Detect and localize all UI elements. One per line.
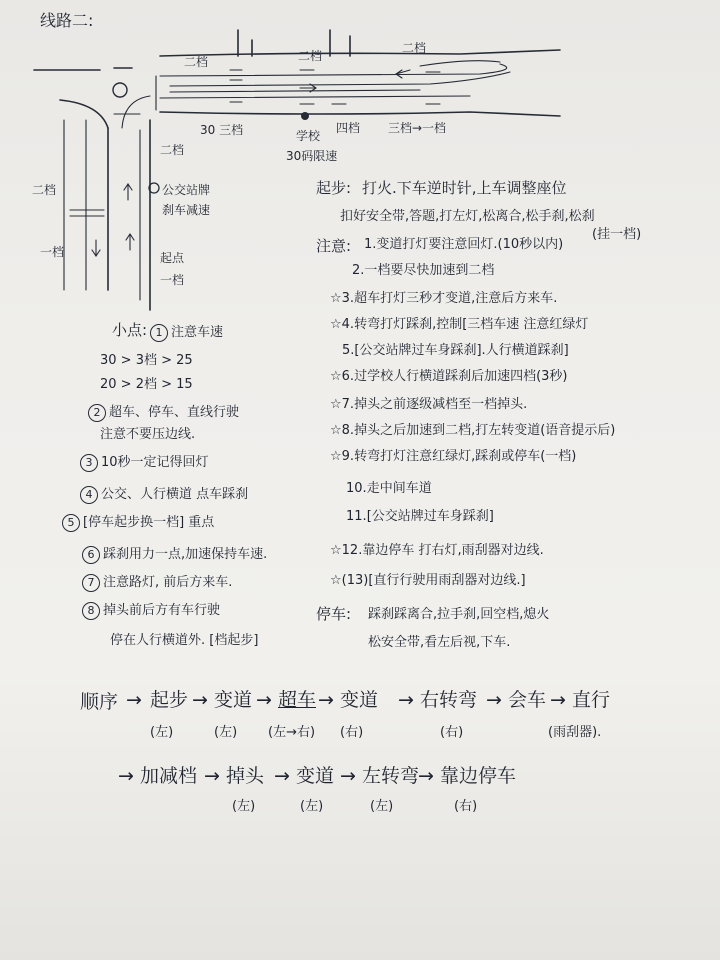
notebook-page: 线路二: 二档 二档 二档 30 三档 学校 30码限速 四档 三档→一档 二档 二档 一档 公交站牌 刹车减速 起点 一档 起步: 打火.下车逆时针,上车调整座位 扣好安全带,答题,打左灯,松离合,松手刹,松刹 (挂一档) 注意: 1.变道打灯要注意回灯.(10秒以内) 2.一档要尽快加速到二档 ☆3.超车打灯三秒才变道,注意后方来车. ☆4.转弯打灯踩刹,控制[三档车速 注意红绿灯 5.[公交站牌过车身踩刹].人行横道踩刹] ☆6.过学校人行横道踩刹后加速四档(3秒) ☆7.掉头之前逐级减档至一档掉头. ☆8.掉头之后加速到二档,打左转变道(语音提示后) ☆9.转弯打灯注意红绿灯,踩刹或停车(一档) 10.走中间车道 11.[公交站牌过车身踩刹] ☆12.靠边停车 打右灯,雨刮器对边线. ☆(13)[直行行驶用雨刮器对边线.] 停车: 踩刹踩离合,拉手刹,回空档,熄火 松安全带,看左后视,下车. 小点: 1 注意车速 30 > 3档 > 25 20 > 2档 > 15 2 超车、停车、直线行驶 注意不要压边线. 3 10秒一定记得回灯 4 公交、人行横道 点车踩刹 5 [停车起步换一档] 重点 6 踩刹用力一点,加速保持车速. 7 注意路灯, 前后方来车. 8 掉头前后方有车行驶 停在人行横道外. [档起步] 顺序 → 起步 (左) → 变道 (左) → 超车 (左→右) → 变道 (右) → 右转弯 (右) → 会车 → 直行 (雨刮器). → 加减档 → 掉头 (左) → 变道 (左) → 左转弯 (左) → 靠边停车 (右) — [0, 0, 720, 960]
seq-step: 变道 — [296, 765, 335, 787]
seq-dir: (左) — [150, 725, 174, 740]
tip-number: 8 — [82, 602, 100, 620]
label-gear3-to-1: 三档→一档 — [388, 121, 447, 135]
tip-text: 公交、人行横道 点车踩刹 — [101, 487, 249, 502]
label-school: 学校 — [296, 129, 321, 143]
seq-step: 超车 — [278, 689, 317, 711]
step-num: ☆3. — [330, 291, 355, 306]
seq-step: 加减档 — [140, 765, 198, 787]
tip-number: 1 — [150, 324, 168, 342]
seq-dir: (左) — [300, 799, 324, 814]
start-label: 起步: — [316, 179, 352, 197]
tip-text: 超车、停车、直线行驶 — [109, 405, 240, 420]
tip-number: 6 — [82, 546, 100, 564]
seq-step: 左转弯 — [362, 765, 420, 787]
step-num: 11. — [346, 509, 367, 524]
seq-dir: (左→右) — [268, 725, 316, 740]
tip-number: 7 — [82, 574, 100, 592]
tip-number: 2 — [88, 404, 106, 422]
step-text: 掉头之后加速到二档,打左转变道(语音提示后) — [354, 423, 616, 438]
tip-text: 注意车速 — [171, 325, 224, 340]
seq-step: 掉头 — [226, 765, 265, 787]
step-text: 变道打灯要注意回灯.(10秒以内) — [376, 237, 564, 252]
label-gear3-30: 30 三档 — [200, 123, 244, 137]
step-text: 走中间车道 — [366, 481, 432, 496]
step-text: [公交站牌过车身踩刹].人行横道踩刹] — [354, 343, 569, 358]
label-gear1-start: 一档 — [160, 273, 185, 287]
note-label: 注意: — [316, 237, 352, 255]
seq-dir: (雨刮器). — [548, 725, 602, 740]
seq-dir: (右) — [454, 799, 478, 814]
seq-step: 右转弯 — [420, 689, 478, 711]
step-text: 掉头之前逐级减档至一档掉头. — [354, 397, 528, 412]
label-gear1-left: 一档 — [40, 245, 65, 259]
step-num: ☆6. — [330, 369, 355, 384]
step-num: ☆8. — [330, 423, 355, 438]
tip-text: [停车起步换一档] 重点 — [83, 515, 215, 530]
step-text: 超车打灯三秒才变道,注意后方来车. — [354, 291, 558, 306]
tip-number: 5 — [62, 514, 80, 532]
seq-dir: (右) — [440, 725, 464, 740]
seq-dir: (左) — [214, 725, 238, 740]
seq-dir: (右) — [340, 725, 364, 740]
step-num: ☆(13) — [330, 573, 369, 588]
step-num: 1. — [364, 237, 377, 252]
tip-text: 注意路灯, 前后方来车. — [103, 575, 233, 590]
label-gear2-top-left: 二档 — [184, 55, 209, 69]
step-text: [直行行驶用雨刮器对边线.] — [368, 573, 526, 588]
start-note: (挂一档) — [592, 227, 642, 242]
label-start-point: 起点 — [160, 251, 185, 265]
step-num: ☆9. — [330, 449, 355, 464]
route-diagram — [0, 0, 720, 340]
label-gear2-left: 二档 — [32, 183, 57, 197]
start-line-1: 打火.下车逆时针,上车调整座位 — [362, 179, 567, 197]
stop-line-1: 踩刹踩离合,拉手刹,回空档,熄火 — [368, 607, 550, 622]
step-text: 转弯打灯踩刹,控制[三档车速 注意红绿灯 — [354, 317, 589, 332]
step-text: [公交站牌过车身踩刹] — [366, 509, 494, 524]
tip-text: 10秒一定记得回灯 — [101, 455, 209, 470]
label-speed-limit: 30码限速 — [286, 149, 338, 163]
label-gear2-top-right: 二档 — [402, 41, 427, 55]
seq-step: 起步 — [150, 689, 189, 711]
page-title: 线路二: — [40, 11, 94, 30]
seq-step: 直行 — [572, 689, 611, 711]
tip-text: 踩刹用力一点,加速保持车速. — [103, 547, 268, 562]
start-line-2: 扣好安全带,答题,打左灯,松离合,松手刹,松刹 — [340, 209, 595, 224]
step-num: ☆4. — [330, 317, 355, 332]
tip-text: 20 > 2档 > 15 — [100, 377, 193, 392]
tip-text: 掉头前后方有车行驶 — [103, 603, 221, 618]
seq-step: 靠边停车 — [440, 765, 517, 787]
step-text: 一档要尽快加速到二档 — [364, 263, 495, 278]
label-brake-slow: 刹车减速 — [162, 203, 211, 217]
tip-number: 4 — [80, 486, 98, 504]
seq-step: 会车 — [508, 689, 547, 711]
step-num: ☆12. — [330, 543, 363, 558]
step-num: 10. — [346, 481, 367, 496]
sequence-label: 顺序 — [80, 691, 119, 713]
stop-line-2: 松安全带,看左后视,下车. — [368, 635, 511, 650]
seq-dir: (左) — [370, 799, 394, 814]
step-text: 过学校人行横道踩刹后加速四档(3秒) — [354, 369, 568, 384]
step-num: 5. — [342, 343, 355, 358]
seq-step: 变道 — [214, 689, 253, 711]
step-num: ☆7. — [330, 397, 355, 412]
seq-dir: (左) — [232, 799, 256, 814]
step-text: 靠边停车 打右灯,雨刮器对边线. — [362, 543, 544, 558]
label-gear2-mid: 二档 — [160, 143, 185, 157]
step-num: 2. — [352, 263, 365, 278]
tip-text: 停在人行横道外. [档起步] — [110, 633, 259, 648]
seq-step: 变道 — [340, 689, 379, 711]
label-bus-stop: 公交站牌 — [162, 183, 211, 197]
step-text: 转弯打灯注意红绿灯,踩刹或停车(一档) — [354, 449, 577, 464]
label-gear4: 四档 — [336, 121, 361, 135]
tip-text: 30 > 3档 > 25 — [100, 353, 193, 368]
tip-text: 注意不要压边线. — [100, 427, 196, 442]
tip-number: 3 — [80, 454, 98, 472]
label-gear2-top-mid: 二档 — [298, 49, 323, 63]
stop-label: 停车: — [316, 605, 352, 623]
tips-heading: 小点: — [112, 321, 148, 339]
